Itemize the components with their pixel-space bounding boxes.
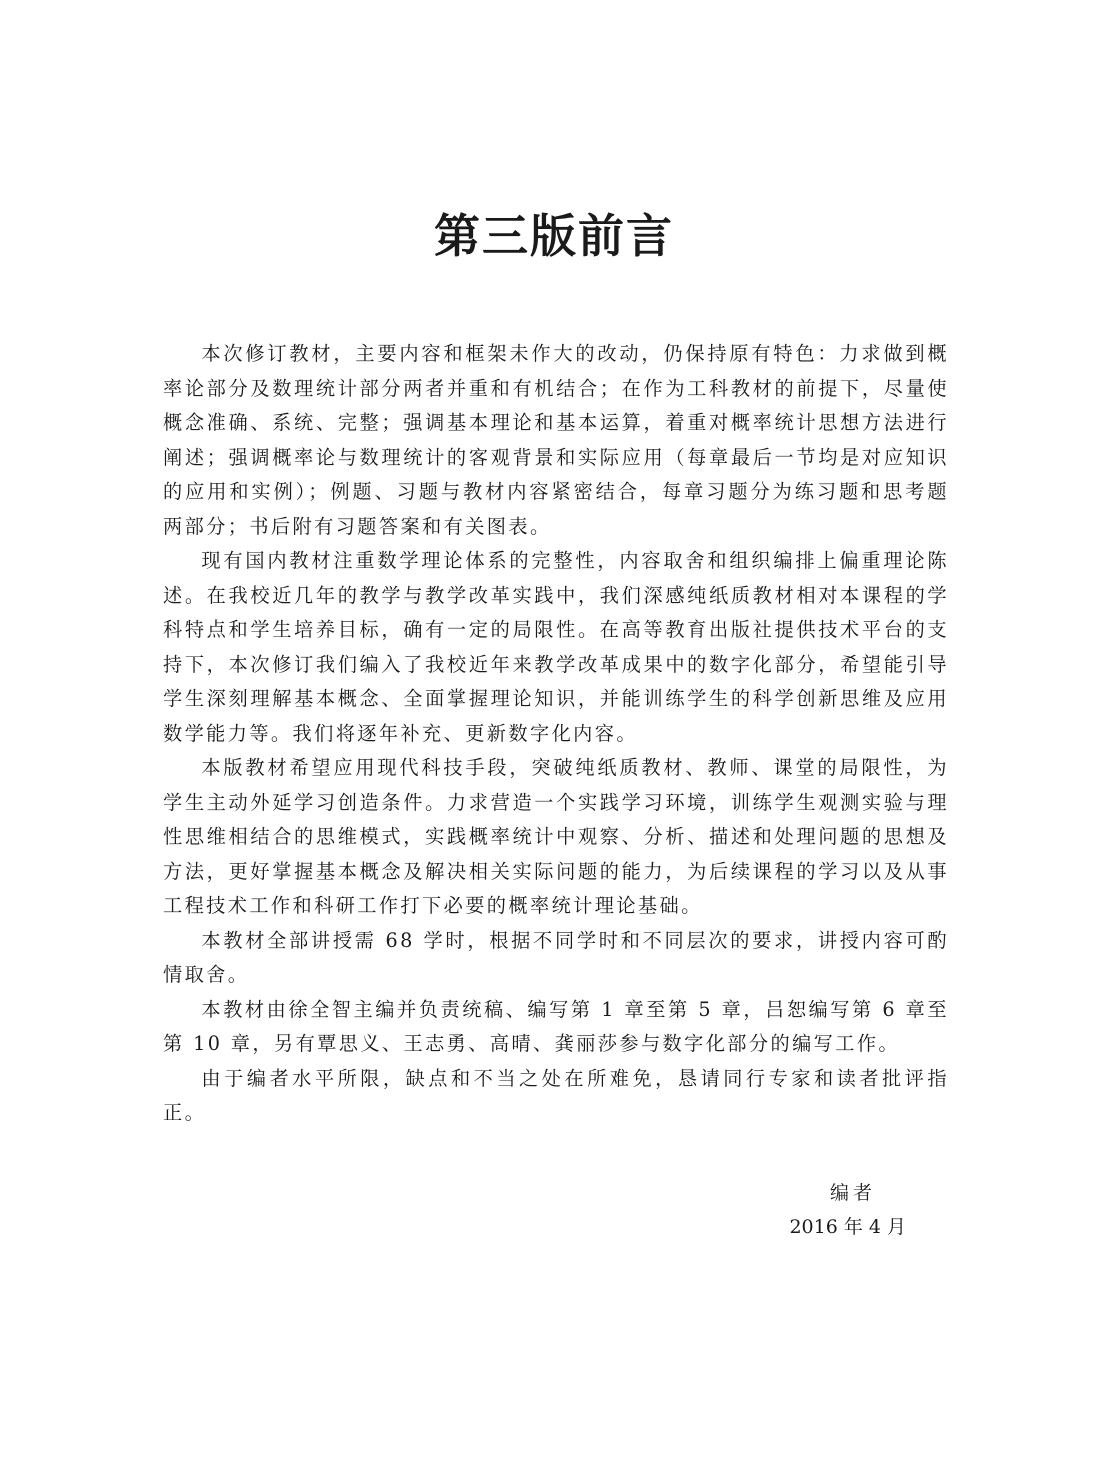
paragraph-1: 本次修订教材，主要内容和框架未作大的改动，仍保持原有特色：力求做到概率论部分及数理统计部分两者并重和有机结合；在作为工科教材的前提下，尽量使概念准确、系统、完整；强调基本理论和基本运算，着重对概率统计思想方法进行阐述；强调概率论与数理统计的客观背景和实际应用（每章最后一节均是对应知识的应用和实例）；例题、习题与教材内容紧密结合，每章习题分为练习题和思考题两部分；书后附有习题答案和有关图表。: [163, 342, 949, 538]
signature-date: 2016 年 4 月: [789, 1216, 906, 1238]
paragraph-2: 现有国内教材注重数学理论体系的完整性，内容取舍和组织编排上偏重理论陈述。在我校近几年的教学与教学改革实践中，我们深感纯纸质教材相对本课程的学科特点和学生培养目标，确有一定的局限性。在高等教育出版社提供技术平台的支持下，本次修订我们编入了我校近年来教学改革成果中的数字化部分，希望能引导学生深刻理解基本概念、全面掌握理论知识，并能训练学生的科学创新思维及应用数学能力等。我们将逐年补充、更新数字化内容。: [163, 549, 949, 745]
paragraph-6: 由于编者水平所限，缺点和不当之处在所难免，恳请同行专家和读者批评指正。: [163, 1066, 949, 1124]
page-title: 第三版前言: [434, 209, 674, 263]
paragraph-3: 本版教材希望应用现代科技手段，突破纯纸质教材、教师、课堂的局限性，为学生主动外延学习创造条件。力求营造一个实践学习环境，训练学生观测实验与理性思维相结合的思维模式，实践概率统计中观察、分析、描述和处理问题的思想及方法，更好掌握基本概念及解决相关实际问题的能力，为后续课程的学习以及从事工程技术工作和科研工作打下必要的概率统计理论基础。: [163, 756, 949, 917]
preface-body: [163, 337, 949, 1131]
paragraph-5: 本教材由徐全智主编并负责统稿、编写第 1 章至第 5 章，吕恕编写第 6 章至第 10 章，另有覃思义、王志勇、高晴、龚丽莎参与数字化部分的编写工作。: [163, 997, 949, 1055]
signature-author: 编者: [829, 1182, 876, 1204]
paragraph-4: 本教材全部讲授需 68 学时，根据不同学时和不同层次的要求，讲授内容可酌情取舍。: [163, 928, 949, 986]
signature-block: [600, 1176, 906, 1244]
